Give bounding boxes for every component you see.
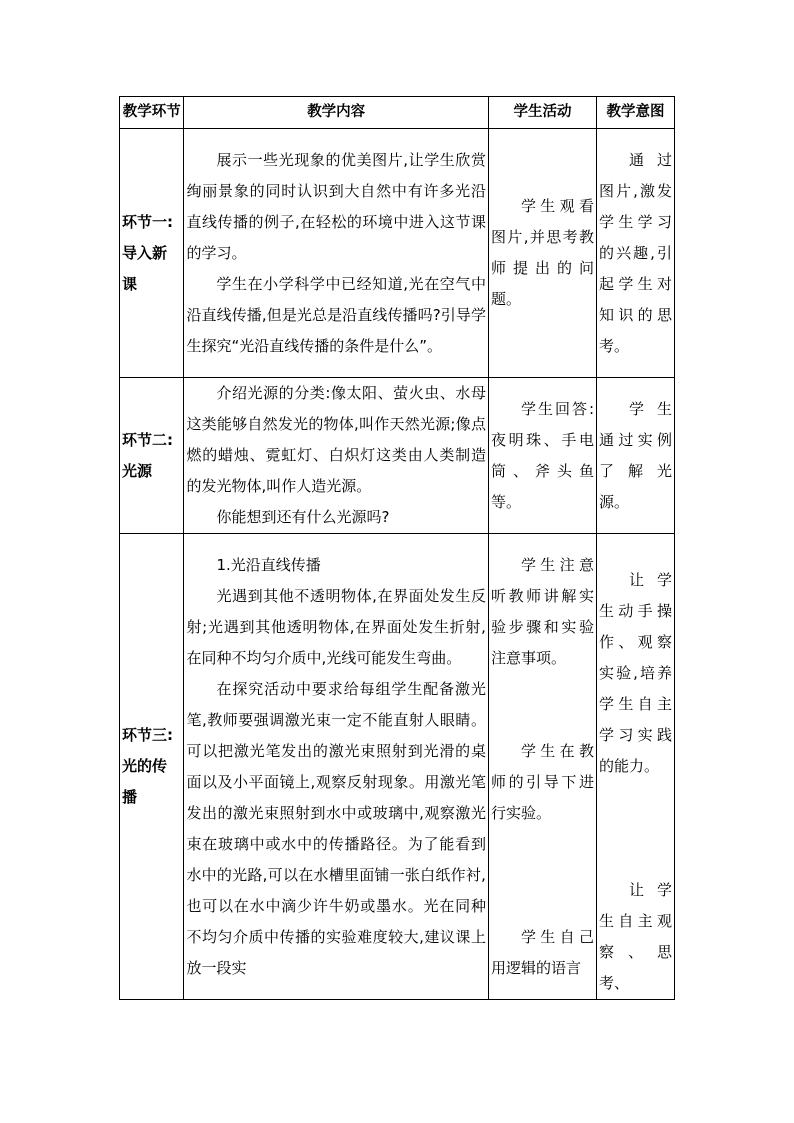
content-paragraph: 学生在小学科学中已经知道,光在空气中沿直线传播,但是光总是沿直线传播吗?引导学生探究“光沿直线传播的条件是什么”。 xyxy=(186,274,486,355)
stage-label-line: 光源 xyxy=(122,461,153,480)
content-heading: 1.光沿直线传播 xyxy=(216,555,321,574)
table-row xyxy=(120,534,675,1000)
stage-label-line: 环节一: xyxy=(122,212,173,231)
stage-label-line: 环节三: xyxy=(122,726,173,744)
stage-cell xyxy=(120,378,184,534)
activity-cell xyxy=(488,534,596,1000)
header-content: 教学内容 xyxy=(184,97,489,129)
stage-label-line: 光的传 xyxy=(122,757,168,775)
header-stage: 教学环节 xyxy=(120,97,184,129)
content-paragraph: 介绍光源的分类:像太阳、萤火虫、水母这类能够自然发光的物体,叫作天然光源;像点燃的蜡烛、霓虹灯、白炽灯这类由人类制造的发光物体,叫作人造光源。 xyxy=(186,384,486,495)
activity-text: 学生自己用逻辑的语言 xyxy=(490,927,595,977)
stage-cell xyxy=(120,534,184,1000)
table-row xyxy=(120,129,675,378)
purpose-cell xyxy=(597,129,675,378)
purpose-cell xyxy=(597,534,675,1000)
content-paragraph: 光遇到其他不透明物体,在界面处发生反射;光遇到其他透明物体,在界面处发生折射,在同种不均匀介质中,光线可能发生弯曲。 xyxy=(186,586,486,667)
content-cell xyxy=(184,129,489,378)
purpose-text: 让学生自主观察、思考、 xyxy=(599,881,672,992)
activity-text: 学生观看图片,并思考教师提出的问题。 xyxy=(490,197,595,308)
header-activity: 学生活动 xyxy=(488,97,596,129)
purpose-text: 学生通过实例了解光源。 xyxy=(599,399,672,511)
stage-label-line: 课 xyxy=(122,274,138,293)
activity-text: 学生回答:夜明珠、手电筒、斧头鱼等。 xyxy=(490,399,595,511)
content-paragraph: 你能想到还有什么光源吗? xyxy=(216,508,390,526)
content-cell xyxy=(184,534,489,1000)
header-purpose: 教学意图 xyxy=(597,97,675,129)
activity-cell xyxy=(488,378,596,534)
activity-text: 学生注意听教师讲解实验步骤和实验注意事项。 xyxy=(490,555,595,667)
header-row xyxy=(120,97,675,129)
lesson-plan-table xyxy=(119,96,675,1000)
content-paragraph: 展示一些光现象的优美图片,让学生欣赏绚丽景象的同时认识到大自然中有许多光沿直线传播的例子,在轻松的环境中进入这节课的学习。 xyxy=(186,150,486,262)
stage-label-line: 环节二: xyxy=(122,430,173,449)
purpose-text: 通过图片,激发学生学习的兴趣,引起学生对知识的思考。 xyxy=(599,150,672,355)
stage-cell xyxy=(120,129,184,378)
stage-label-line: 导入新 xyxy=(122,243,168,262)
purpose-text: 让学生动手操作、观察实验,培养学生自主学习实践的能力。 xyxy=(599,571,672,775)
content-paragraph: 在探究活动中要求给每组学生配备激光笔,教师要强调激光束一定不能直射人眼睛。可以把激光笔发出的激光束照射到光滑的桌面以及小平面镜上,观察反射现象。用激光笔发出的激光束照射到水中或玻璃中,观察激光束在玻璃中或水中的传播路径。为了能看到水中的光路,可以在水槽里面铺一张白纸作衬,也可以在水中滴少许牛奶或墨水。光在同种不均匀介质中传播的实验难度较大,建议课上放一段实 xyxy=(186,679,486,977)
activity-cell xyxy=(488,129,596,378)
table-row xyxy=(120,378,675,534)
purpose-cell xyxy=(597,378,675,534)
activity-text: 学生在教师的引导下进行实验。 xyxy=(490,741,595,822)
stage-label-line: 播 xyxy=(122,788,138,806)
content-cell xyxy=(184,378,489,534)
